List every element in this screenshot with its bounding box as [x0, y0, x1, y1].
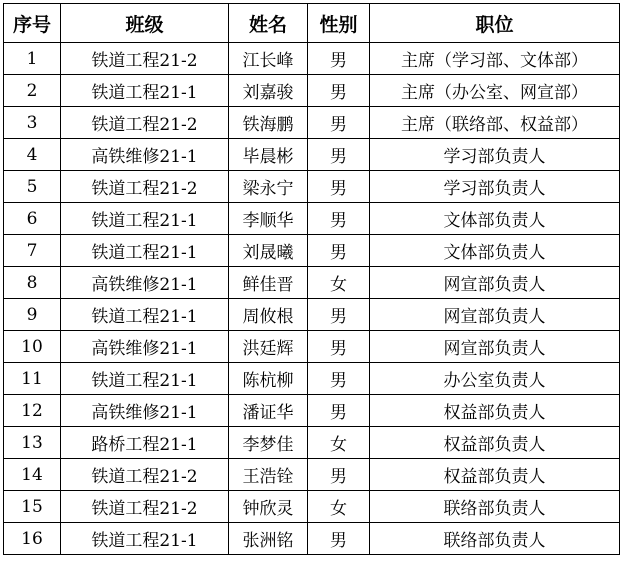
row-gender: 男	[308, 235, 370, 267]
table-row	[4, 139, 620, 171]
table-row	[4, 459, 620, 491]
row-index: 16	[4, 523, 61, 555]
row-gender: 女	[308, 267, 370, 299]
row-position: 学习部负责人	[370, 139, 620, 171]
row-class: 铁道工程21-1	[61, 363, 229, 395]
row-position: 权益部负责人	[370, 427, 620, 459]
row-class: 路桥工程21-1	[61, 427, 229, 459]
row-class: 高铁维修21-1	[61, 395, 229, 427]
row-position: 网宣部负责人	[370, 267, 620, 299]
row-name: 梁永宁	[229, 171, 308, 203]
row-class: 铁道工程21-1	[61, 299, 229, 331]
row-name: 潘证华	[229, 395, 308, 427]
table-row	[4, 299, 620, 331]
row-class: 高铁维修21-1	[61, 139, 229, 171]
row-gender: 男	[308, 299, 370, 331]
row-name: 李梦佳	[229, 427, 308, 459]
row-class: 高铁维修21-1	[61, 331, 229, 363]
row-index: 1	[4, 43, 61, 75]
row-index: 10	[4, 331, 61, 363]
table-row	[4, 427, 620, 459]
row-class: 铁道工程21-2	[61, 43, 229, 75]
row-index: 15	[4, 491, 61, 523]
row-index: 12	[4, 395, 61, 427]
table-row	[4, 395, 620, 427]
header-gender: 性别	[308, 4, 370, 43]
row-class: 铁道工程21-1	[61, 75, 229, 107]
row-index: 6	[4, 203, 61, 235]
row-gender: 男	[308, 331, 370, 363]
table-row	[4, 203, 620, 235]
row-gender: 男	[308, 107, 370, 139]
row-index: 11	[4, 363, 61, 395]
row-position: 联络部负责人	[370, 491, 620, 523]
row-position: 学习部负责人	[370, 171, 620, 203]
row-class: 铁道工程21-2	[61, 171, 229, 203]
row-gender: 女	[308, 427, 370, 459]
table-row	[4, 107, 620, 139]
row-class: 铁道工程21-1	[61, 235, 229, 267]
row-name: 张洲铭	[229, 523, 308, 555]
row-name: 刘嘉骏	[229, 75, 308, 107]
row-index: 14	[4, 459, 61, 491]
row-name: 李顺华	[229, 203, 308, 235]
row-name: 毕晨彬	[229, 139, 308, 171]
row-gender: 男	[308, 171, 370, 203]
row-class: 铁道工程21-1	[61, 203, 229, 235]
row-index: 2	[4, 75, 61, 107]
row-position: 网宣部负责人	[370, 331, 620, 363]
row-index: 4	[4, 139, 61, 171]
row-name: 周攸根	[229, 299, 308, 331]
row-position: 权益部负责人	[370, 459, 620, 491]
row-position: 文体部负责人	[370, 203, 620, 235]
table-row	[4, 267, 620, 299]
table-row	[4, 491, 620, 523]
row-gender: 女	[308, 491, 370, 523]
row-index: 5	[4, 171, 61, 203]
table-row	[4, 363, 620, 395]
row-gender: 男	[308, 459, 370, 491]
row-name: 江长峰	[229, 43, 308, 75]
row-name: 铁海鹏	[229, 107, 308, 139]
header-index: 序号	[4, 4, 61, 43]
row-class: 铁道工程21-2	[61, 459, 229, 491]
row-index: 9	[4, 299, 61, 331]
header-position: 职位	[370, 4, 620, 43]
row-class: 铁道工程21-1	[61, 523, 229, 555]
row-gender: 男	[308, 203, 370, 235]
row-class: 铁道工程21-2	[61, 107, 229, 139]
table-header-row	[4, 4, 620, 43]
row-name: 钟欣灵	[229, 491, 308, 523]
row-name: 陈杭柳	[229, 363, 308, 395]
row-position: 联络部负责人	[370, 523, 620, 555]
table-row	[4, 75, 620, 107]
row-name: 洪廷辉	[229, 331, 308, 363]
row-position: 主席（联络部、权益部）	[370, 107, 620, 139]
table-row	[4, 43, 620, 75]
row-gender: 男	[308, 75, 370, 107]
table-row	[4, 235, 620, 267]
table-row	[4, 523, 620, 555]
row-index: 13	[4, 427, 61, 459]
row-name: 刘晟曦	[229, 235, 308, 267]
row-position: 办公室负责人	[370, 363, 620, 395]
row-name: 鲜佳晋	[229, 267, 308, 299]
table-body	[4, 43, 620, 555]
row-index: 7	[4, 235, 61, 267]
row-gender: 男	[308, 395, 370, 427]
row-position: 文体部负责人	[370, 235, 620, 267]
row-gender: 男	[308, 523, 370, 555]
row-class: 高铁维修21-1	[61, 267, 229, 299]
row-name: 王浩铨	[229, 459, 308, 491]
header-class: 班级	[61, 4, 229, 43]
table-row	[4, 171, 620, 203]
header-name: 姓名	[229, 4, 308, 43]
roster-table	[3, 3, 620, 555]
row-gender: 男	[308, 363, 370, 395]
table-row	[4, 331, 620, 363]
row-position: 主席（学习部、文体部）	[370, 43, 620, 75]
row-position: 权益部负责人	[370, 395, 620, 427]
row-index: 8	[4, 267, 61, 299]
row-position: 主席（办公室、网宣部）	[370, 75, 620, 107]
row-position: 网宣部负责人	[370, 299, 620, 331]
row-gender: 男	[308, 43, 370, 75]
row-index: 3	[4, 107, 61, 139]
row-class: 铁道工程21-2	[61, 491, 229, 523]
row-gender: 男	[308, 139, 370, 171]
